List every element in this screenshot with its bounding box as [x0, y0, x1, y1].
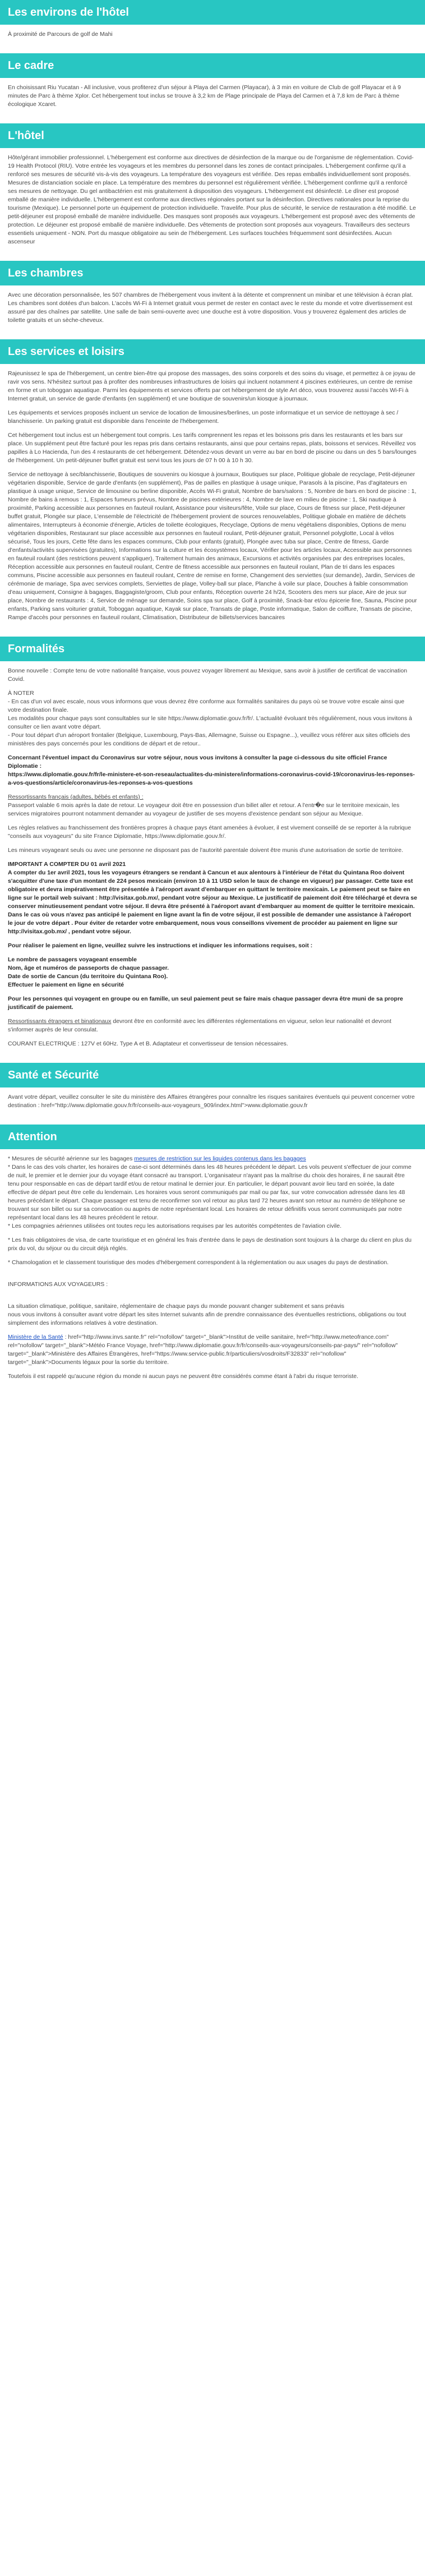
note-line: Les modalités pour chaque pays sont consultables sur le site https://www.diplomatie.gouv.fr/fr/. L'actualité évoluant très régulièrement, nous vous invitons à consulter ce lien avant votre départ.	[8, 715, 412, 730]
coronavirus-notice-text: Concernant l'éventuel impact du Coronavirus sur votre séjour, nous vous invitons à consulter la page ci-dessous du site officiel France Diplomatie :	[8, 754, 387, 769]
info-title: INFORMATIONS AUX VOYAGEURS :	[8, 1281, 108, 1288]
border-rules-text: Les règles relatives au franchissement des frontières propres à chaque pays étant amenées à évoluer, il est vivement conseillé de se reporter à la rubrique "conseils aux voyageurs" du site France Diplomatie, https://www.diplomatie.gouv.fr/.	[8, 824, 412, 840]
section-body-hotel	[0, 148, 425, 261]
section-title-environs: Les environs de l'hôtel	[0, 0, 425, 25]
group-payment-text: Pour les personnes qui voyagent en groupe ou en famille, un seul paiement peut se faire mais chaque passager devra être muni de sa propre justificatif de paiement.	[8, 996, 403, 1011]
section-title-formalites: Formalités	[0, 637, 425, 661]
section-title-chambres: Les chambres	[0, 261, 425, 285]
cadre-text: En choisissant Riu Yucatan - All inclusive, vous profiterez d'un séjour à Playa del Carmen (Playacar), à 3 min en voiture de Club de golf Playacar et à 9 minutes de Parc à thème Xplor. Cet hébergement tout inclus se trouve à 3,2 km de Plage principale de Playa del Carmen et à 7,8 km de Parc à thème écologique Xcaret.	[8, 84, 401, 108]
electric-current-text: COURANT ELECTRIQUE : 127V et 60Hz. Type A et B. Adaptateur et convertisseur de tension nécessaires.	[8, 1040, 288, 1047]
french-nationals-text: Passeport valable 6 mois après la date de retour. Le voyageur doit être en possession d'un billet aller et retour. A l'entr�e sur le territoire mexicain, les services migratoires pourront notamment demander au voyageur de justifier de ses moyens d'existence pendant son séjour au Mexique.	[8, 802, 400, 817]
note-line: - En cas d'un vol avec escale, nous vous informons que vous devrez être conforme aux formalités sanitaires du pays où se trouve votre escale ainsi que votre destination finale.	[8, 698, 405, 713]
useful-links-text: : href="http://www.invs.sante.fr" rel="nofollow" target="_blank">Institut de veille sanitaire, href="http://www.meteofrance.com" rel="nofollow" target="_blank">Météo France Voyage, href="http://www.diplomatie.gouv.fr/fr/conseils-aux-voyageurs/conseils-par-pays/" rel="nofollow" target="_blank">Ministère des Affaires Étrangères, href="https://www.service-public.fr/particuliers/vosdroits/F32833" rel="nofollow" target="_blank">Documents légaux pour la sortie du territoire.	[8, 1334, 398, 1366]
section-body-services	[0, 364, 425, 637]
useful-links-block	[8, 1333, 417, 1367]
info-text: La situation climatique, politique, sanitaire, réglementaire de chaque pays du monde pouvant changer subitement et sans préavis nous vous invitons à consulter avant votre départ les sites Internet suivants afin de prendre connaissance des éventuelles restrictions, obligations ou tout simplement des informations relatives à votre destination.	[8, 1303, 406, 1326]
chambres-text: Avec une décoration personnalisée, les 507 chambres de l'hébergement vous invitent à la détente et comprennent un minibar et une télévision à écran plat. Les chambres sont dotées d'un balcon. L'accès Wi-Fi à Internet gratuit vous permet de rester en contact avec le reste du monde et votre divertissement est assuré par des chaînes par satellite. Une salle de bain semi-ouverte avec une douche est à votre disposition. Vous y trouverez également des articles de toilette gratuits et un sèche-cheveux.	[8, 292, 413, 324]
sante-text: Avant votre départ, veuillez consulter le site du ministère des Affaires étrangères pour connaître les risques sanitaires éventuels qui peuvent concerner votre destination : href="http://www.diplomatie.gouv.fr/fr/conseils-aux-voyageurs_909/index.html">www.diplomatie.gouv.fr	[8, 1094, 415, 1109]
payment-step: Nom, âge et numéros de passeports de chaque passager.	[8, 965, 169, 971]
section-title-sante: Santé et Sécurité	[0, 1063, 425, 1087]
environs-text: À proximité de Parcours de golf de Mahi	[8, 31, 113, 38]
online-payment-steps	[8, 956, 417, 989]
attention-paragraph	[8, 1155, 417, 1231]
coronavirus-notice-url[interactable]: https://www.diplomatie.gouv.fr/fr/le-ministere-et-son-reseau/actualites-du-ministere/informations-coronavirus-covid-19/coronavirus-les-reponses-a-vos-questions/article/coronavirus-les-reponses-a-vos-questions	[8, 771, 415, 786]
section-title-hotel: L'hôtel	[0, 123, 425, 148]
payment-step: Le nombre de passagers voyageant ensemble	[8, 956, 137, 963]
important-block	[8, 860, 417, 936]
classification-text: * Chamologation et le classement touristique des modes d'hébergement correspondent à la réglementation ou aux usages du pays de destination.	[8, 1259, 389, 1266]
formalites-intro: Bonne nouvelle : Compte tenu de votre nationalité française, vous pouvez voyager librement au Mexique, sans avoir à justifier de certificat de vaccination Covid.	[8, 667, 408, 683]
foreign-nationals-block	[8, 1017, 417, 1034]
section-body-formalites	[0, 661, 425, 1063]
hotel-text: Hôte/gérant immobilier professionnel. L'hébergement est conforme aux directives de désinfection de la marque ou de l'organisme de réglementation. Covid-19 Health Protocol (RIU). Votre entrée les voyageurs et les membres du personnel dans les zones de contact principales. L'hébergement confirme qu'il a renforcé ses mesures de sécurité vis-à-vis des voyageurs. La température des voyageurs est vérifiée. Des repas emballés individuellement sont proposés. Mesures de distanciation sociale en place. La température des membres du personnel est régulièrement vérifiée. L'hébergement confirme qu'il a renforcé ses mesures de nettoyage. Du gel antibactérien est mis gratuitement à disposition des voyageurs. L'hébergement est désinfecté. Le dîner est proposé emballé de manière individuelle. L'hébergement est conforme aux directives régionales portant sur la désinfection. Directives nationales pour la reprise du tourisme (Mexique). Le personnel porte un équipement de protection individuelle. Travelife. Pour plus de sécurité, le service de restauration a été modifié. Le petit-déjeuner est proposé emballé de manière individuelle. Des masques sont proposés aux voyageurs. L'hébergement est proposé avec des vêtements de protection. Le déjeuner est proposé emballé de manière individuelle. Des vêtements de protection sont proposés aux voyageurs. Travailleurs des secteurs essentiels uniquement - NON. Port du masque obligatoire au sein de l'hébergement. Les surfaces touchées fréquemment sont désinfectées. Aucun ascenseur	[8, 154, 416, 245]
online-payment-title: Pour réaliser le paiement en ligne, veuillez suivre les instructions et indiquer les informations requises, soit :	[8, 942, 313, 949]
services-paragraph: Cet hébergement tout inclus est un hébergement tout compris. Les tarifs comprennent les repas et les boissons pris dans les restaurants et les bars sur place. Un supplément peut être facturé pour les repas pris dans certains restaurants, ainsi que pour certains repas, plats, boissons et services. Réveillez vos papilles à Lo Hacienda, l'un des 4 restaurants de cet hébergement. Détendez-vous devant un verre au bar en bord de piscine ou dans un des 5 bars/lounges de l'hébergement. Un petit-déjeuner buffet gratuit est servi tous les jours de 07 h 00 à 10 h 30.	[8, 432, 417, 464]
charter-flights-text: * Dans le cas des vols charter, les horaires de case-ci sont déterminés dans les 48 heures précédent le départ. Les vols peuvent s'effectuer de jour comme de nuit, le premier et le dernier jour du voyage étant consacré au transport. L'organisateur n'ayant pas la maîtrise du choix des horaires, il ne saurait être tenu pour responsable en cas de départ tardif et/ou de retour matinal le dernier jour. En particulier, le départ pouvant avoir lieu tard en soirée, la date effective de départ peut être celle du lendemain. Les horaires vous seront communiqués par mail ou par fax, sur votre convocation adressée dans les 48 heures précédant le départ. Chaque passager est tenu de reconfirmer son vol retour au plus tard 72 heures avant son retour au numéro de téléphone se trouvant sur son billet ou sur sa convocation ou auprès de notre représentant local. Les horaires de retour définitifs vous seront communiqués par notre représentant local dans les 48 heures précédent le retour.	[8, 1164, 412, 1221]
online-payment-block	[8, 942, 417, 950]
terrorism-notice: Toutefois il est rappelé qu'aucune région du monde ni aucun pays ne peuvent être considérés comme étant à l'abri du risque terroriste.	[8, 1373, 359, 1380]
payment-step: Date de sortie de Cancun (du territoire du Quintana Roo).	[8, 973, 168, 980]
coronavirus-notice	[8, 754, 417, 787]
note-line: - Pour tout départ d'un aéroport frontalier (Belgique, Luxembourg, Pays-Bas, Allemagne, Suisse ou Espagne...), veuillez vous référer aux sites officiels des ministères des pays concernés pour les conditions de départ et de retour..	[8, 732, 410, 747]
section-body-sante	[0, 1087, 425, 1125]
section-title-services: Les services et loisirs	[0, 339, 425, 364]
foreign-nationals-title: Ressortissants étrangers et binationaux	[8, 1018, 112, 1025]
liquids-restriction-link[interactable]: mesures de restriction sur les liquides contenus dans les bagages	[134, 1155, 306, 1162]
minors-text: Les mineurs voyageant seuls ou avec une personne ne disposant pas de l'autorité parentale doivent être munis d'une autorisation de sortie de territoire.	[8, 847, 404, 854]
section-title-cadre: Le cadre	[0, 53, 425, 78]
section-body-cadre	[0, 78, 425, 123]
services-paragraph: Rajeunissez le spa de l'hébergement, un centre bien-être qui propose des massages, des soins corporels et des soins du visage, et permettez à ce joyau de ravir vos sens. N'hésitez surtout pas à profiter des nombreuses infrastructures de loisirs qui incluent notamment 4 piscines extérieures, un centre de remise en forme et un toboggan aquatique. Parmi les équipements et services offerts par cet hébergement de style Art déco, vous trouverez aussi l'accès Wi-Fi à Internet gratuit, un service de garde d'enfants (en supplément) et une boutique de souvenirs/un kiosque à journaux.	[8, 370, 415, 402]
note-line: À NOTER	[8, 690, 34, 697]
french-nationals-title: Ressortissants français (adultes, bébés et enfants) :	[8, 794, 144, 800]
important-text: A compter du 1er avril 2021, tous les voyageurs étrangers se rendant à Cancun et aux alentours à l'intérieur de l'état du Quintana Roo doivent s'acquitter d'une taxe d'un montant de 224 pesos mexicain (environ 10 à 11 USD selon le taux de change en vigueur) par passager. Cette taxe est obligatoire et devra impérativement être présentée à l'aéroport avant d'embarquer en quittant le territoire mexicain. Le paiement peut se faire en ligne sur le portail web suivant : http://visitax.gob.mx/, pendant votre séjour au Mexique. Le justificatif de paiement doit être téléchargé et devra se conserver minutieusement pendant votre séjour. Il devra être présenté à l'aéroport avant d'embarquer au moment de quitter le territoire mexicain. Dans le cas où vous n'avez pas anticipé le paiement en ligne avant la fin de votre séjour, il est possible de demander une assistance à l'aéroport le jour de votre départ . Pour éviter de retarder votre embarquement, nous vous conseillons vivement de procéder au paiement en ligne sur http://visitax.gob.mx/ , pendant votre séjour.	[8, 869, 417, 935]
section-body-attention	[0, 1149, 425, 1395]
payment-step: Effectuer le paiement en ligne en sécurité	[8, 981, 124, 988]
ministry-health-link[interactable]: Ministère de la Santé	[8, 1334, 63, 1340]
visa-fees-text: * Les frais obligatoires de visa, de carte touristique et en général les frais d'entrée dans le pays de destination sont toujours à la charge du client en plus du prix du vol, du séjour ou du circuit déjà réglés.	[8, 1237, 412, 1252]
section-body-environs	[0, 25, 425, 53]
section-title-attention: Attention	[0, 1125, 425, 1149]
french-nationals-block	[8, 793, 417, 818]
services-list: Service de nettoyage à sec/blanchisserie, Boutiques de souvenirs ou kiosque à journaux, Boutiques sur place, Politique globale de recyclage, Petit-déjeuner végétarien disponible, Service de garde d'enfants (en supplément), Pas de pailles en plastique à usage unique, Parasols à la piscine, Pas d'agitateurs en plastique à usage unique, Service de limousine ou berline disponible, Accès Wi-Fi gratuit, Nombre de bars/salons : 5, Nombre de bars en bord de piscine : 1, Nombre de bains à remous : 1, Espaces fumeurs prévus, Nombre de piscines extérieures : 4, Nombre de lave en milieu de piscine : 1, Ski nautique à proximité, Parking accessible aux personnes en fauteuil roulant, Assistance pour visiteurs/fête, Voile sur place, Cours de fitness sur place, Petit-déjeuner buffet gratuit, Plongée sur place, L'ensemble de l'électricité de l'hébergement provient de sources renouvelables, Politique globale en matière de déchets alimentaires, Interrupteurs à économie d'énergie, Articles de toilette écologiques, Recyclage, Options de menu végétaliens disponibles, Options de menu végétarien disponibles, Restaurant sur place accessible aux personnes en fauteuil roulant, Petit-déjeuner gratuit, Personnel polyglotte, Local à vélos sécurisé, Tous les jours, Cette fête dans les espaces communs, Club pour enfants (gratuit), Plongée avec tuba sur place, Centre de fitness, Garde d'enfants/activités supervisées (gratuites), Informations sur la culture et les écosystèmes locaux, Vérifier pour les articles locaux, Accessible aux personnes en fauteuil roulant (des restrictions peuvent s'appliquer), Traitement humain des animaux, Excursions et activités organisées par des entreprises locales, Réception accessible aux personnes en fauteuil roulant, Centre de fitness accessible aux personnes en fauteuil roulant, Plan de tri dans les espaces communs, Piscine accessible aux personnes en fauteuil roulant, Centre de remise en forme, Changement des serviettes (sur demande), Jardin, Services de cérémonie de mariage, Spa avec services complets, Serviettes de plage, Volley-ball sur place, Planche à voile sur place, Douches à faible consommation d'eau uniquement, Consigne à bagages, Baggagiste/groom, Club pour enfants, Réception ouverte 24 h/24, Scooters des mers sur place, Aire de jeux sur place, Nombre de restaurants : 4, Service de ménage sur demande, Soins spa sur place, Golf à proximité, Snack-bar et/ou épicerie fine, Sauna, Piscine pour enfants, Parking sans voiturier gratuit, Toboggan aquatique, Kayak sur place, Transats de plage, Poste informatique, Salon de coiffure, Transats de piscine, Rampe d'accès pour personnes en fauteuil roulant, Climatisation, Distributeur de billets/services bancaires	[8, 471, 417, 621]
airlines-text: * Les compagnies aériennes utilisées ont toutes reçu les autorisations requises par les autorités compétentes de l'aviation civile.	[8, 1223, 341, 1229]
security-measures-text: * Mesures de sécurité aérienne sur les bagages	[8, 1155, 135, 1162]
spacer	[8, 1294, 417, 1302]
spacer	[8, 1273, 417, 1280]
services-paragraph: Les équipements et services proposés incluent un service de location de limousines/berlines, un poste informatique et un service de nettoyage à sec / blanchisserie. Un parking gratuit est disponible dans l'enceinte de l'hébergement.	[8, 409, 399, 425]
section-body-chambres	[0, 285, 425, 339]
foreign-nationals-text: devront être en conformité avec les différentes réglementations en vigueur, selon leur nationalité et devront s'informer auprès de leur consulat.	[8, 1018, 391, 1033]
formalites-notes	[8, 689, 417, 748]
important-title: IMPORTANT A COMPTER DU 01 avril 2021	[8, 861, 126, 868]
